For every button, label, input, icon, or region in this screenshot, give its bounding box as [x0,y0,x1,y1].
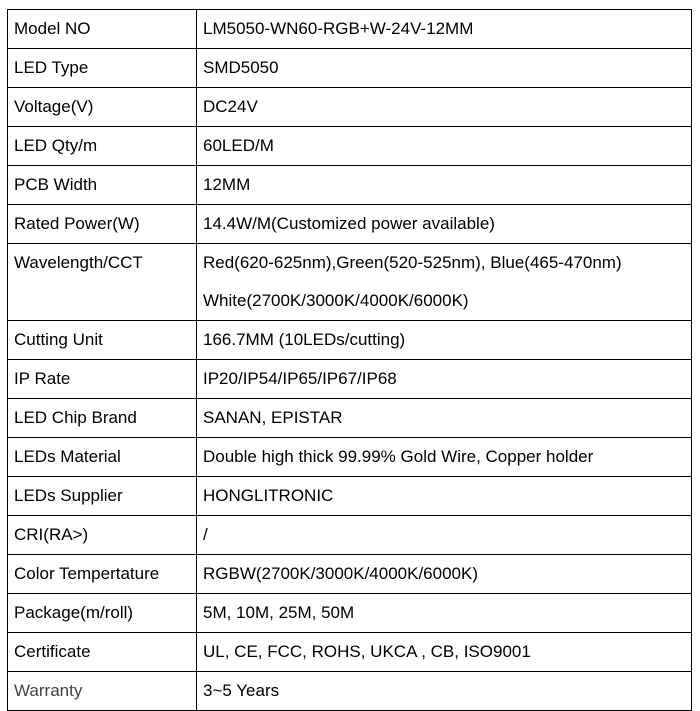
table-row-ip-rate [8,360,692,399]
table-row-certificate [8,633,692,672]
row-value: LM5050-WN60-RGB+W-24V-12MM [197,10,692,49]
row-label: PCB Width [8,166,197,205]
row-value: 3~5 Years [197,672,692,711]
row-value: SANAN, EPISTAR [197,399,692,438]
table-row-color-temperature [8,555,692,594]
row-value: 14.4W/M(Customized power available) [197,205,692,244]
row-value: SMD5050 [197,49,692,88]
table-row-leds-supplier [8,477,692,516]
row-value [197,244,692,321]
row-value-line-1: Red(620-625nm),Green(520-525nm), Blue(465-470nm) [203,253,622,272]
row-value: 60LED/M [197,127,692,166]
row-label: Rated Power(W) [8,205,197,244]
spec-table [7,9,692,711]
row-label: Voltage(V) [8,88,197,127]
row-value: 12MM [197,166,692,205]
row-label: IP Rate [8,360,197,399]
table-row-rated-power [8,205,692,244]
row-label: Model NO [8,10,197,49]
row-value: UL, CE, FCC, ROHS, UKCA , CB, ISO9001 [197,633,692,672]
row-value-line-2: White(2700K/3000K/4000K/6000K) [203,291,469,310]
row-value: HONGLITRONIC [197,477,692,516]
row-label: Color Tempertature [8,555,197,594]
row-label: LED Chip Brand [8,399,197,438]
row-value: 5M, 10M, 25M, 50M [197,594,692,633]
row-label: Cutting Unit [8,321,197,360]
table-row-cutting-unit [8,321,692,360]
row-label: Certificate [8,633,197,672]
row-label: LEDs Material [8,438,197,477]
row-value: / [197,516,692,555]
table-row-leds-material [8,438,692,477]
table-row-led-qty [8,127,692,166]
row-label: Package(m/roll) [8,594,197,633]
table-row-cri [8,516,692,555]
row-label: LED Type [8,49,197,88]
row-value: DC24V [197,88,692,127]
row-label: LEDs Supplier [8,477,197,516]
row-value: 166.7MM (10LEDs/cutting) [197,321,692,360]
row-label: Wavelength/CCT [8,244,197,321]
table-row-model-no [8,10,692,49]
row-value: IP20/IP54/IP65/IP67/IP68 [197,360,692,399]
row-value: RGBW(2700K/3000K/4000K/6000K) [197,555,692,594]
row-label: LED Qty/m [8,127,197,166]
table-row-pcb-width [8,166,692,205]
row-label: CRI(RA>) [8,516,197,555]
table-row-led-chip-brand [8,399,692,438]
row-value: Double high thick 99.99% Gold Wire, Copper holder [197,438,692,477]
table-row-warranty [8,672,692,711]
table-row-wavelength [8,244,692,321]
row-label: Warranty [8,672,197,711]
table-row-led-type [8,49,692,88]
table-row-package [8,594,692,633]
table-row-voltage [8,88,692,127]
